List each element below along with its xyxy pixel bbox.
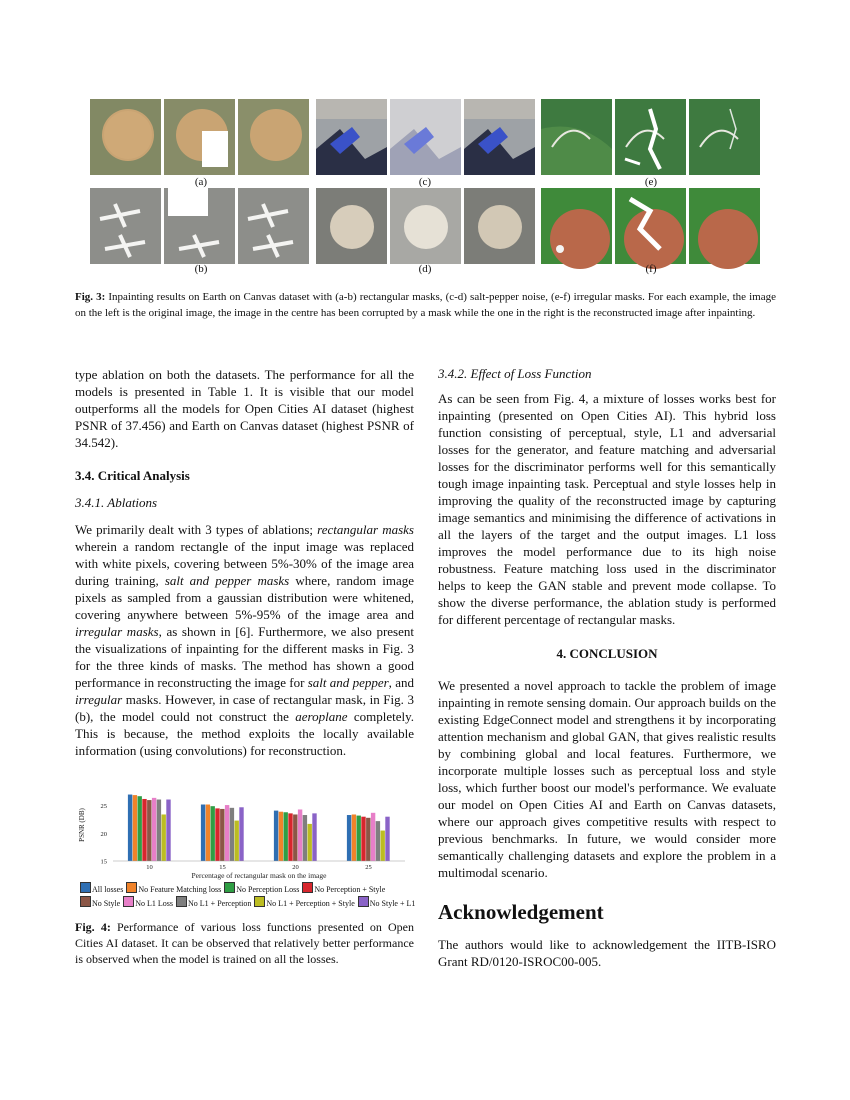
legend-label: No Perception Loss: [236, 885, 300, 894]
legend-label: No L1 + Perception + Style: [266, 899, 355, 908]
text-run: wherein a random rectangle of the input image was replaced with white pixels, covering between 5%-30% of the image area during training,: [75, 539, 414, 588]
bar-no-style-l1-10: [166, 800, 170, 861]
chart-x-axis-label: Percentage of rectangular mask on the image: [191, 871, 327, 880]
text-run: We primarily dealt with 3 types of ablations;: [75, 522, 318, 537]
bar-no-perception-loss-20: [284, 812, 288, 861]
bar-all-losses-15: [201, 805, 205, 861]
image-a-reconstructed: [238, 99, 309, 175]
bar-no-l1-perception-25: [376, 821, 380, 861]
image-f-reconstructed: [689, 188, 760, 269]
x-tick-label: 25: [365, 864, 372, 871]
image-d-reconstructed: [464, 188, 535, 264]
legend-swatch: [302, 882, 313, 893]
paragraph-ablations: [75, 521, 414, 759]
image-c-reconstructed: [464, 99, 535, 175]
bar-no-perception-style-20: [288, 813, 292, 861]
chart-y-ticks: [101, 803, 108, 865]
bar-no-style-l1-15: [239, 807, 243, 861]
image-b-masked: [164, 188, 235, 264]
bar-no-l1-loss-25: [371, 813, 375, 861]
bar-no-l1-loss-20: [298, 809, 302, 861]
x-tick-label: 20: [292, 864, 299, 871]
text-run-italic: salt and pepper: [307, 675, 389, 690]
figure-4-caption: [75, 919, 414, 967]
subsection-heading-3-4-1: 3.4.1. Ablations: [75, 495, 158, 510]
paragraph-loss-function: As can be seen from Fig. 4, a mixture of losses works best for inpainting (presented on Open Cities AI). This hybrid loss function consisting of perceptual, style, L1 and adversarial losses for the generator, and feature matching and adversarial losses for the discriminator performs well for this semantically tough image inpainting task. Perceptual and style losses help in improving the quality of the reconstructed image by capturing image semantics and minimising the difference of activations in all the layers of the target and the output images. L1 loss improves the model performance due to its high noise robustness. Feature matching loss used in the discriminator helps to keep the GAN stable and prevent mode collapse. To show the diverse performance, the ablation study is performed for different percentage of rectangular masks.: [438, 391, 776, 627]
text-run: completely. This is because, the method exploits the locally available information (using convolutions) for reconstruction.: [75, 709, 414, 758]
text-run-italic: aeroplane: [295, 709, 348, 724]
acknowledgement-heading: Acknowledgement: [438, 900, 604, 924]
image-c-masked: [390, 99, 461, 175]
bar-no-style-20: [293, 814, 297, 861]
bar-no-l1-perception-15: [230, 808, 234, 861]
image-e-masked: [615, 99, 686, 175]
text-run: masks. However, in case of rectangular mask, in Fig. 3 (b), the model could not construct the: [75, 692, 414, 724]
figure-3-caption-label: Fig. 3:: [75, 291, 106, 303]
sublabel-f: (f): [645, 263, 657, 275]
bar-no-l1-perception-10: [157, 800, 161, 861]
image-a-original: [90, 99, 161, 175]
text-run-italic: salt and pepper masks: [164, 573, 290, 588]
legend-label: No L1 Loss: [135, 899, 174, 908]
legend-item-no-style: [80, 899, 120, 908]
chart-y-axis-label: PSNR (DB): [78, 808, 86, 842]
paragraph-results: type ablation on both the datasets. The performance for all the models is presented in Table 1. It is visible that our model outperforms all the models for Open Cities AI dataset (highest PSNR of 37.456) and Earth on Canvas dataset (highest PSNR of 34.542).: [75, 367, 414, 450]
sublabel-c: (c): [418, 176, 432, 188]
legend-item-no-l1-loss: [123, 899, 173, 908]
figure-3-caption: [75, 289, 776, 321]
legend-swatch: [126, 882, 137, 893]
figure-3-image-grid: [90, 99, 762, 280]
image-d-masked: [390, 188, 461, 264]
bar-no-perception-loss-15: [211, 806, 215, 861]
text-run-italic: irregular masks: [75, 624, 159, 639]
legend-swatch: [358, 896, 369, 907]
legend-swatch: [80, 882, 91, 893]
bar-no-feature-matching-loss-20: [279, 812, 283, 861]
figure-4-caption-text: Performance of various loss functions presented on Open Cities AI dataset. It can be observed that relatively better performance is observed when the model is trained on all the losses.: [75, 920, 414, 966]
bar-no-style-10: [147, 800, 151, 861]
chart-bars: [128, 795, 390, 861]
chart-x-ticks: [146, 864, 372, 871]
bar-no-style-15: [220, 809, 224, 861]
subsection-heading-3-4-2: 3.4.2. Effect of Loss Function: [438, 366, 592, 381]
paragraph-conclusion: We presented a novel approach to tackle the problem of image inpainting in remote sensing domain. Our approach builds on the existing EdgeConnect model and strengthens it by incorporating attention mechanism and global GAN, that gives realistic results by combining global and local features. Furthermore, we incorporate multiple losses such as perceptual loss and style loss, which further boost our model's performance. We evaluate our model on Open Cities AI and Earth on Canvas datasets, where our approach gives competitive results with respect to previous benchmarks. In future, we would consider more semantically challenging datasets and explore the problem in a multimodal scenario.: [438, 678, 776, 880]
figure-4-bar-chart: [75, 785, 415, 885]
bar-no-l1-perception-style-10: [162, 814, 166, 861]
legend-label: No L1 + Perception: [188, 899, 252, 908]
legend-swatch: [80, 896, 91, 907]
bar-no-style-l1-25: [385, 817, 389, 861]
figure-4-caption-label: Fig. 4:: [75, 920, 111, 934]
text-run-italic: irregular: [75, 692, 123, 707]
bar-no-l1-perception-style-25: [381, 831, 385, 861]
legend-swatch: [176, 896, 187, 907]
y-tick-label: 25: [100, 803, 107, 811]
bar-no-l1-perception-style-20: [308, 824, 312, 861]
bar-no-perception-style-10: [142, 799, 146, 861]
legend-item-no-perception-loss: [224, 885, 299, 894]
x-tick-label: 10: [146, 864, 153, 871]
image-e-original: [541, 99, 612, 175]
image-f-original: [541, 188, 612, 269]
y-tick-label: 20: [100, 830, 107, 838]
legend-item-no-perception-style: [302, 885, 385, 894]
legend-label: No Perception + Style: [314, 885, 386, 894]
legend-item-no-l1-perception-style: [254, 899, 354, 908]
bar-no-feature-matching-loss-10: [133, 795, 137, 861]
text-run-italic: rectangular masks: [317, 522, 414, 537]
legend-label: No Style: [92, 899, 121, 908]
text-run: , and: [388, 675, 414, 690]
image-d-original: [316, 188, 387, 264]
x-tick-label: 15: [219, 864, 226, 871]
bar-no-l1-perception-style-15: [235, 821, 239, 861]
image-b-original: [90, 188, 161, 264]
image-e-reconstructed: [689, 99, 760, 175]
bar-no-perception-style-15: [215, 808, 219, 861]
bar-all-losses-10: [128, 795, 132, 861]
legend-item-no-feature-matching-loss: [126, 885, 221, 894]
legend-label: No Feature Matching loss: [138, 885, 222, 894]
legend-item-all-losses: [80, 885, 123, 894]
y-tick-label: 15: [100, 858, 107, 866]
bar-no-feature-matching-loss-15: [206, 805, 210, 861]
legend-item-no-style-l1: [358, 899, 416, 908]
text-run: where, random image pixels as sampled from a gaussian distribution were whitened, covering anywhere between 5%-95% of the image area and: [75, 573, 414, 622]
image-c-original: [316, 99, 387, 175]
bar-all-losses-20: [274, 811, 278, 861]
section-heading-conclusion: 4. CONCLUSION: [556, 646, 658, 661]
legend-swatch: [254, 896, 265, 907]
bar-no-style-25: [366, 818, 370, 861]
sublabel-b: (b): [194, 263, 208, 275]
chart-legend: [80, 882, 420, 910]
bar-no-style-l1-20: [312, 813, 316, 861]
figure-3-caption-text: Inpainting results on Earth on Canvas dataset with (a-b) rectangular masks, (c-d) salt-pepper noise, (e-f) irregular masks. For each example, the image on the left is the original image, the image in the centre has been corrupted by a mask while the one in the right is the reconstructed image after inpainting.: [75, 291, 777, 319]
image-b-reconstructed: [238, 188, 309, 264]
legend-swatch: [123, 896, 134, 907]
sublabel-a: (a): [194, 176, 208, 188]
image-a-masked: [164, 99, 235, 175]
bar-no-l1-loss-15: [225, 805, 229, 861]
legend-label: All losses: [92, 885, 124, 894]
section-heading-3-4: 3.4. Critical Analysis: [75, 468, 190, 483]
bar-no-l1-perception-20: [303, 815, 307, 861]
bar-no-perception-loss-10: [138, 796, 142, 861]
bar-no-perception-loss-25: [357, 816, 361, 861]
acknowledgement-text: The authors would like to acknowledgement the IITB-ISRO Grant RD/0120-ISROC00-005.: [438, 937, 776, 969]
legend-item-no-l1-perception: [176, 899, 251, 908]
image-f-masked: [615, 188, 686, 269]
bar-no-l1-loss-10: [152, 798, 156, 861]
bar-all-losses-25: [347, 815, 351, 861]
bar-no-perception-style-25: [361, 817, 365, 861]
legend-swatch: [224, 882, 235, 893]
legend-label: No Style + L1: [369, 899, 416, 908]
sublabel-d: (d): [418, 263, 432, 275]
text-run: , as shown in [6]. Furthermore, we also present the visualizations of inpainting for the different masks in Fig. 3 for the three kinds of masks. The method has shown a good performance in reconstructing the image for: [75, 624, 414, 690]
sublabel-e: (e): [644, 176, 658, 188]
bar-no-feature-matching-loss-25: [352, 814, 356, 861]
